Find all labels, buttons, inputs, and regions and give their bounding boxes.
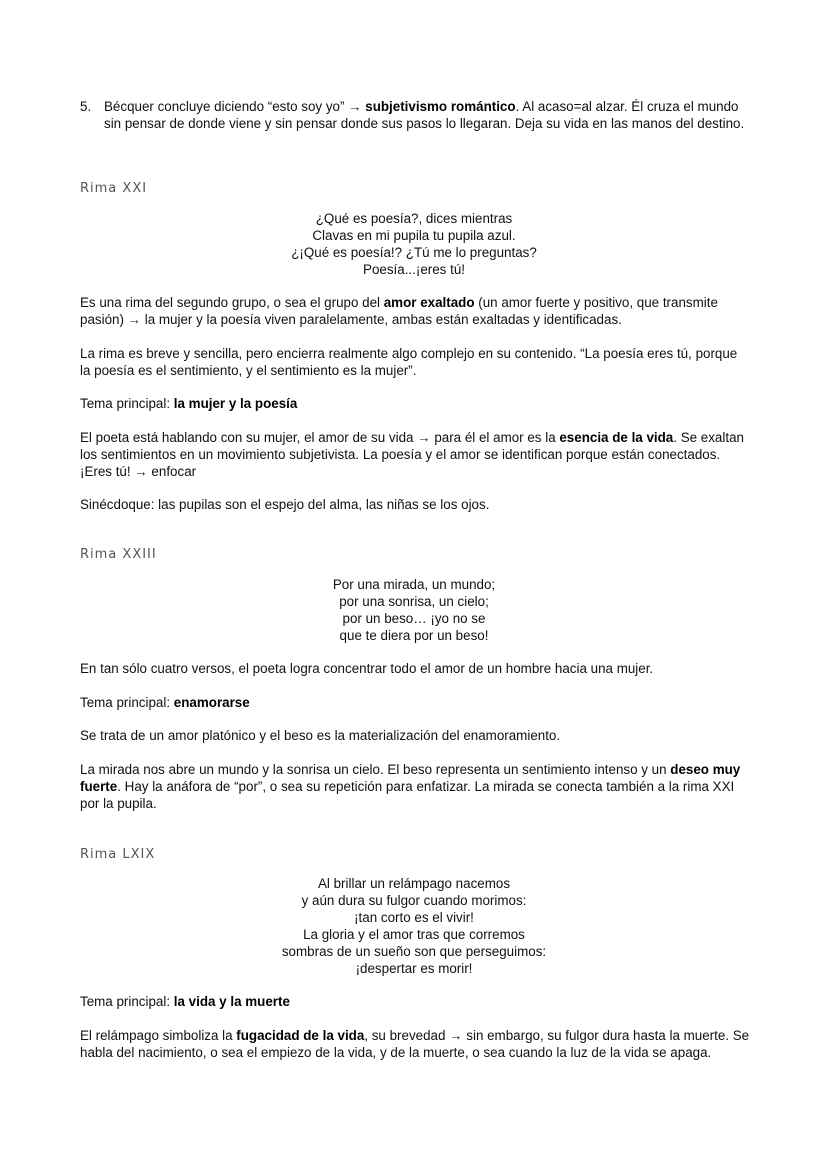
section-heading-rima-lxix: Rima LXIX [80, 847, 156, 862]
tema-value: enamorarse [173, 695, 250, 710]
section-heading-rima-xxiii: Rima XXIII [80, 547, 157, 562]
poem-line: ¡despertar es morir! [355, 961, 473, 976]
poem-line: sombras de un sueño son que perseguimos: [281, 944, 547, 959]
poem-line: ¿¡Qué es poesía!? ¿Tú me lo preguntas? [291, 245, 537, 260]
paragraph: La rima es breve y sencilla, pero encierra realmente algo complejo en su contenido. “La poesía eres tú, porque la poesía es el sentimiento, y el sentimiento es la mujer”. [80, 346, 738, 378]
poem-line: Clavas en mi pupila tu pupila azul. [312, 228, 516, 243]
text-run: (un amor fuerte y positivo, que transmite pasión) → la mujer y la poesía viven paralelamente, ambas están exaltadas y identificadas. [80, 295, 718, 327]
bold-term: subjetivismo romántico [365, 99, 516, 114]
poem-rima-xxiii [0, 576, 828, 644]
tema-principal [80, 395, 750, 412]
bold-term: amor exaltado [383, 295, 475, 310]
bold-term: esencia de la vida [559, 430, 674, 445]
poem-line: por un beso… ¡yo no se [342, 611, 486, 626]
paragraph [80, 1027, 750, 1061]
text-run: . Hay la anáfora de “por”, o sea su repetición para enfatizar. La mirada se conecta también a la rima XXI por la pupila. [80, 779, 735, 811]
paragraph: En tan sólo cuatro versos, el poeta logra concentrar todo el amor de un hombre hacia una mujer. [80, 661, 654, 676]
paragraph: Se trata de un amor platónico y el beso es la materialización del enamoramiento. [80, 728, 561, 743]
poem-line: por una sonrisa, un cielo; [339, 594, 489, 609]
text-run: , su brevedad → sin embargo, su fulgor dura hasta la muerte. Se habla del nacimiento, o sea el empiezo de la vida, y de la muerte, o sea cuando la luz de la vida se apaga. [80, 1028, 750, 1060]
text-run: . Al acaso=al alzar. Él cruza el mundo sin pensar de donde viene y sin pensar donde sus pasos lo llegaran. Deja su vida en las manos del destino. [104, 99, 745, 131]
text-run: El relámpago simboliza la [80, 1028, 237, 1043]
paragraph [80, 294, 750, 328]
poem-line: Poesía...¡eres tú! [363, 262, 465, 277]
paragraph [80, 761, 750, 812]
poem-line: La gloria y el amor tras que corremos [303, 927, 525, 942]
text-run: . Se exaltan los sentimientos en un movimiento subjetivista. La poesía y el amor se identifican porque están conectados. ¡Eres tú! → enfocar [80, 430, 744, 479]
poem-line: que te diera por un beso! [339, 628, 489, 643]
poem-rima-xxi [0, 210, 828, 278]
paragraph [80, 429, 750, 480]
poem-rima-lxix [0, 875, 828, 977]
text-run: El poeta está hablando con su mujer, el amor de su vida → para él el amor es la [80, 430, 560, 445]
paragraph: Sinécdoque: las pupilas son el espejo del alma, las niñas se los ojos. [80, 497, 490, 512]
section-heading-rima-xxi: Rima XXI [80, 181, 148, 196]
poem-line: ¿Qué es poesía?, dices mientras [315, 211, 513, 226]
list-number: 5. [80, 99, 92, 114]
tema-value: la mujer y la poesía [173, 396, 298, 411]
poem-line: Al brillar un relámpago nacemos [317, 876, 511, 891]
tema-label: Tema principal: [80, 396, 174, 411]
text-run: Bécquer concluye diciendo “esto soy yo” → [104, 99, 366, 114]
tema-label: Tema principal: [80, 994, 174, 1009]
poem-line: y aún dura su fulgor cuando morimos: [301, 893, 527, 908]
list-item-5 [80, 98, 750, 132]
poem-line: ¡tan corto es el vivir! [354, 910, 474, 925]
text-run: Es una rima del segundo grupo, o sea el grupo del [80, 295, 384, 310]
tema-label: Tema principal: [80, 695, 174, 710]
poem-line: Por una mirada, un mundo; [332, 577, 496, 592]
bold-term: fugacidad de la vida [236, 1028, 365, 1043]
tema-principal [80, 694, 750, 711]
bold-term: deseo muy fuerte [80, 762, 741, 794]
tema-value: la vida y la muerte [173, 994, 290, 1009]
list-item-text [104, 98, 750, 132]
tema-principal [80, 993, 750, 1010]
text-run: La mirada nos abre un mundo y la sonrisa un cielo. El beso representa un sentimiento intenso y un [80, 762, 671, 777]
